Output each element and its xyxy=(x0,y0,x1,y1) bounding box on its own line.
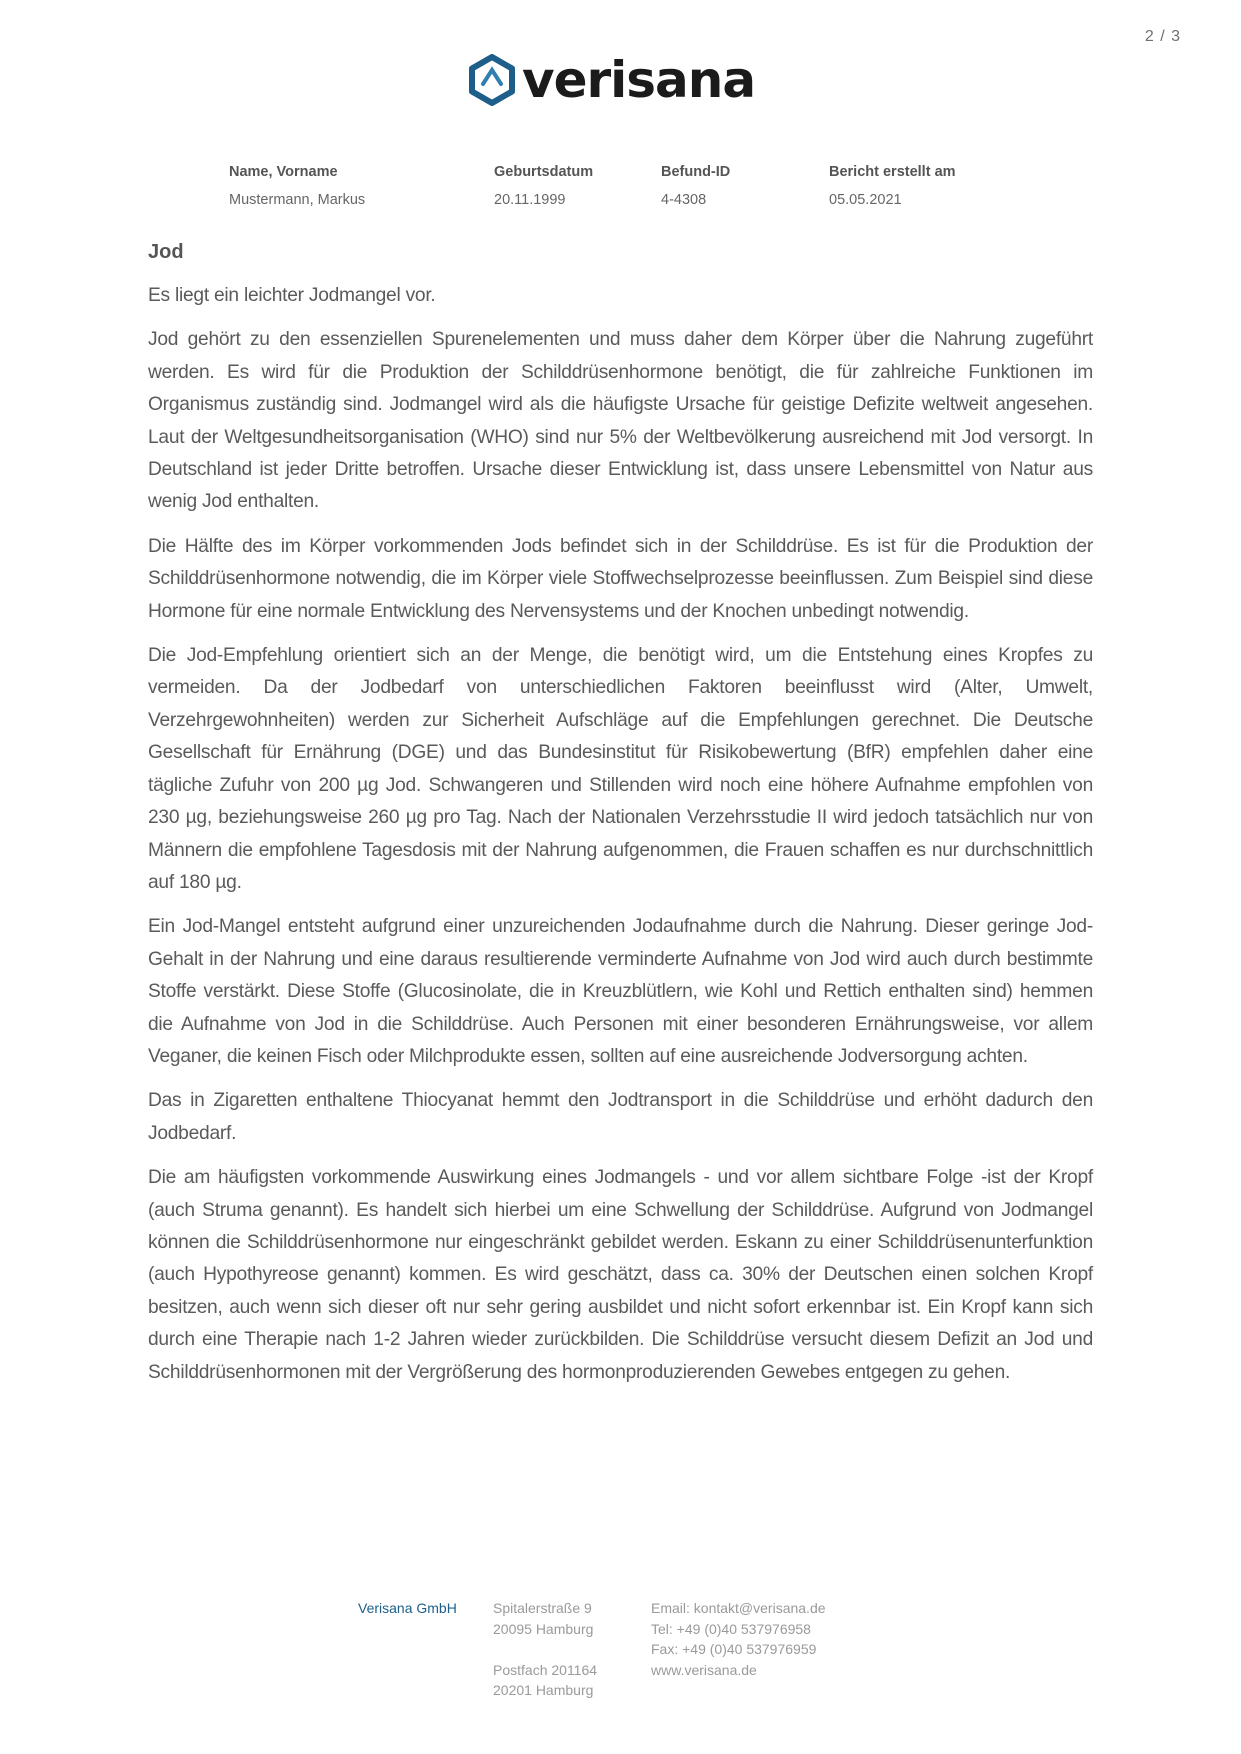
footer-street: Spitalerstraße 9 xyxy=(493,1600,592,1616)
report-date-value: 05.05.2021 xyxy=(829,192,902,208)
body-paragraph: Das in Zigaretten enthaltene Thiocyanat hemmt den Jodtransport in die Schilddrüse und erhöht dadurch den Jodbedarf. xyxy=(148,1090,1093,1144)
body-paragraph: Die Hälfte des im Körper vorkommenden Jods befindet sich in der Schilddrüse. Es ist für die Produktion der Schilddrüsenhormone notwendig, die im Körper viele Stoffwechselprozesse beeinflussen. Zum Beispiel sind diese Hormone für eine normale Entwicklung des Nervensystems und der Knochen unbedingt notwendig. xyxy=(148,535,1093,622)
patient-info-header xyxy=(229,160,1029,220)
finding-id-value: 4-4308 xyxy=(661,192,707,208)
body-paragraph: Die Jod-Empfehlung orientiert sich an der Menge, die benötigt wird, um die Entstehung eines Kropfes zu vermeiden. Da der Jodbedarf von unterschiedlichen Faktoren beeinflusst wird (Alter, Umwelt, Verzehrgewohnheiten) werden zur Sicherheit Aufschläge auf die Empfehlungen gerechnet. Die Deutsche Gesellschaft für Ernährung (DGE) und das Bundesinstitut für Risikobewertung (BfR) empfehlen daher eine tägliche Zufuhr von 200 µg Jod. Schwangeren und Stillenden wird noch eine höhere Aufnahme empfohlen von 230 µg, beziehungsweise 260 µg pro Tag. Nach der Nationalen Verzehrsstudie II wird jedoch tatsächlich nur von Männern die empfohlene Tagesdosis mit der Nahrung aufgenommen, die Frauen schaffen es nur durchschnittlich auf 180 µg. xyxy=(148,645,1093,893)
body-paragraph: Die am häufigsten vorkommende Auswirkung eines Jodmangels - und vor allem sichtbare Folge -ist der Kropf (auch Struma genannt). Es handelt sich hierbei um eine Schwellung der Schilddrüse. Aufgrund von Jodmangel können die Schilddrüsenhormone nur eingeschränkt gebildet werden. Eskann zu einer Schilddrüsenunterfunktion (auch Hypothyreose genannt) kommen. Es wird geschätzt, dass ca. 30% der Deutschen einen solchen Kropf besitzen, auch wenn sich dieser oft nur sehr gering ausbildet und nicht sofort erkennbar ist. Ein Kropf kann sich durch eine Therapie nach 1-2 Jahren wieder zurückbilden. Die Schilddrüse versucht diesem Defizit an Jod und Schilddrüsenhormonen mit der Vergrößerung des hormonproduzierenden Gewebes entgegen zu gehen. xyxy=(148,1167,1093,1383)
report-date-column xyxy=(829,160,956,212)
footer-address-column xyxy=(493,1598,597,1701)
finding-id-column xyxy=(661,160,730,212)
patient-name-value: Mustermann, Markus xyxy=(229,192,366,208)
brand-logo xyxy=(466,50,755,110)
verisana-hexagon-logo-icon xyxy=(466,54,518,106)
page-footer xyxy=(0,1598,1241,1708)
footer-phone: Tel: +49 (0)40 537976958 xyxy=(651,1620,811,1637)
birth-date-label: Geburtsdatum xyxy=(494,164,594,180)
footer-pobox-city: 20201 Hamburg xyxy=(493,1682,594,1698)
summary-paragraph: Es liegt ein leichter Jodmangel vor. xyxy=(148,285,436,306)
footer-spacer xyxy=(493,1639,597,1660)
footer-company-name: Verisana GmbH xyxy=(358,1600,457,1616)
report-body xyxy=(148,238,1093,1401)
patient-name-label: Name, Vorname xyxy=(229,164,338,180)
birth-date-value: 20.11.1999 xyxy=(494,192,566,208)
page-number: 2 / 3 xyxy=(1144,28,1181,45)
footer-fax: Fax: +49 (0)40 537976959 xyxy=(651,1641,817,1657)
finding-id-label: Befund-ID xyxy=(661,164,731,180)
section-title: Jod xyxy=(148,241,184,263)
report-date-label: Bericht erstellt am xyxy=(829,164,956,180)
footer-contact-column xyxy=(651,1598,826,1680)
patient-name-column xyxy=(229,160,365,212)
birth-date-column xyxy=(494,160,593,212)
footer-website[interactable]: www.verisana.de xyxy=(651,1661,757,1678)
body-paragraph: Ein Jod-Mangel entsteht aufgrund einer unzureichenden Jodaufnahme durch die Nahrung. Dieser geringe Jod-Gehalt in der Nahrung und eine daraus resultierende verminderte Aufnahme von Jod wird auch durch bestimmte Stoffe verstärkt. Diese Stoffe (Glucosinolate, die in Kreuzblütlern, wie Kohl und Rettich enthalten sind) hemmen die Aufnahme von Jod in die Schilddrüse. Auch Personen mit einer besonderen Ernährungsweise, vor allem Veganer, die keinen Fisch oder Milchprodukte essen, sollten auf eine ausreichende Jodversorgung achten. xyxy=(148,916,1093,1067)
footer-city: 20095 Hamburg xyxy=(493,1620,594,1637)
body-paragraph: Jod gehört zu den essenziellen Spurenelementen und muss daher dem Körper über die Nahrung zugeführt werden. Es wird für die Produktion der Schilddrüsenhormone benötigt, die für zahlreiche Funktionen im Organismus zuständig sind. Jodmangel wird als die häufigste Ursache für geistige Defizite weltweit angesehen. Laut der Weltgesundheitsorganisation (WHO) sind nur 5% der Weltbevölkerung ausreichend mit Jod versorgt. In Deutschland ist jeder Dritte betroffen. Ursache dieser Entwicklung ist, dass unsere Lebensmittel von Natur aus wenig Jod enthalten. xyxy=(148,329,1093,513)
footer-email[interactable]: Email: kontakt@verisana.de xyxy=(651,1600,826,1616)
brand-name: verisana xyxy=(522,51,756,109)
footer-pobox: Postfach 201164 xyxy=(493,1661,598,1678)
